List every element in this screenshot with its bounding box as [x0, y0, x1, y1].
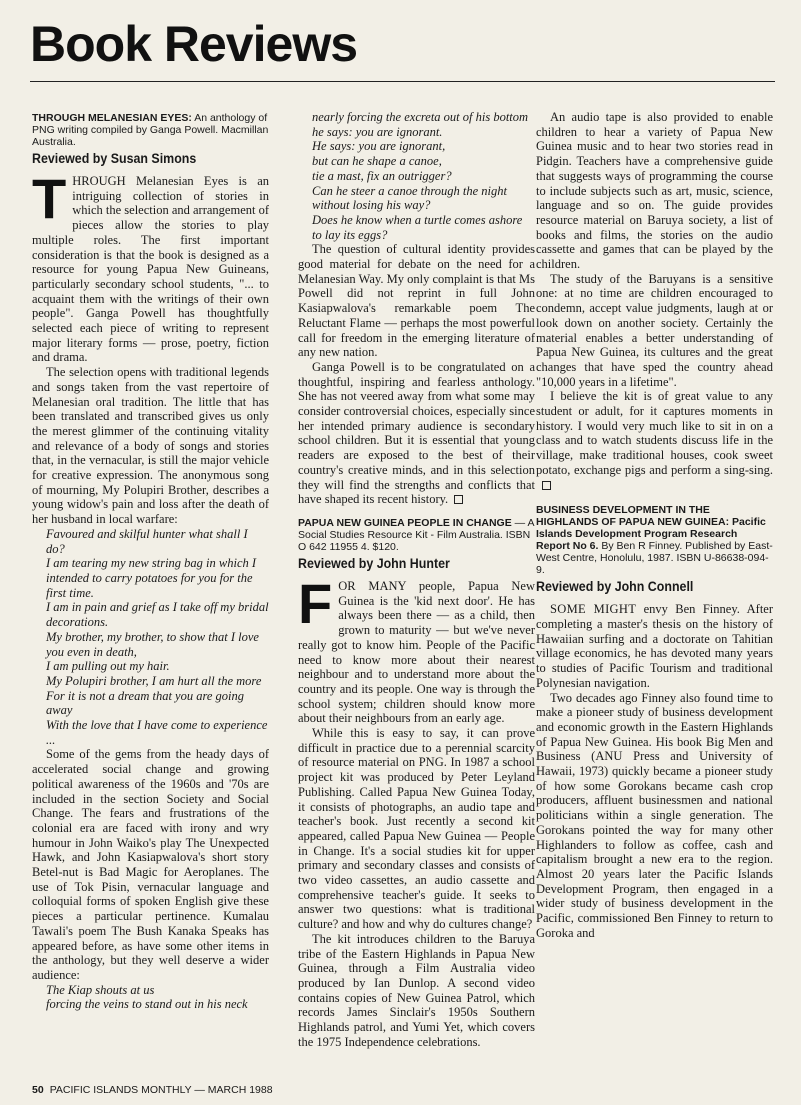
end-of-article-icon [542, 481, 551, 490]
verse-line: With the love that I have come to experience ... [46, 718, 268, 747]
review1-kicker [32, 112, 269, 148]
review1-verse-1 [32, 527, 269, 748]
column-1 [32, 112, 269, 1082]
review3-lead-in: SOME MIGHT [550, 602, 637, 617]
verse-line: He says: you are ignorant, [312, 139, 446, 154]
verse-line: but can he shape a canoe, [312, 154, 442, 169]
review1-paragraph-2: The selection opens with traditional legends and songs taken from the vast repertoire of Melanesian oral tradition. The little that has been translated and transcribed gives us only the merest glimmer of the continuing vitality and relevance of a body of songs and stories that, in the vernacular, is still the major vehicle for creative expression. The anonymous song of mourning, My Polupiri Brother, describes a young widow's pain and loss after the death of her husband in local warfare: [32, 365, 269, 527]
column-2 [298, 110, 535, 1105]
review1-paragraph-5-text: Ganga Powell is to be congratulated on a thoughtful, inspiring and fearless anthology. She has not veered away from what some may consider controversial choices, especially since her intended primary audience is secondary school children. But it is essential that young readers are exposed to the best of their country's creative minds, and in this selection they will find the strengths and conflicts that have shaped its recent history. [298, 359, 535, 507]
verse-line: Favoured and skilful hunter what shall I do? [46, 526, 248, 556]
review2-paragraph-2: While this is easy to say, it can prove difficult in practice due to a perennial scarcity of resource material on PNG. In 1987 a school project kit was produced by Peter Leyland Publishing. Called Papua New Guinea Today, it consists of photographs, an audio tape and teacher's book. Just recently a second kit appeared, called Papua New Guinea — People in Change. It's a social studies kit for upper primary and secondary classes and consists of two video cassettes, an audio cassette and comprehensive teacher's guide. It seeks to answer two questions: what is traditional culture? and how and why do cultures change? [298, 726, 535, 932]
end-of-article-icon [454, 495, 463, 504]
review2-kicker-details: — A Social Studies Resource Kit - Film Australia. ISBN O 642 11955 4. $120. [298, 516, 534, 553]
verse-line: forcing the veins to stand out in his neck [46, 997, 248, 1012]
title-rule [30, 81, 775, 82]
review3-paragraph-1-text: envy Ben Finney. After completing a master's thesis on the history of Hawaiian surfing and a doctorate on Tahitian village economics, he has devoted many years to studies of Pacific Tourism and traditional Polynesian navigation. [536, 602, 773, 690]
review3-byline: Reviewed by John Connell [536, 579, 694, 595]
verse-line: For it is not a dream that you are going away [46, 688, 245, 718]
verse-line: he says: you are ignorant. [312, 124, 443, 139]
publication-line: PACIFIC ISLANDS MONTHLY — MARCH 1988 [49, 1084, 273, 1096]
verse-line: My Polupiri brother, I am hurt all the more [46, 673, 262, 688]
review2-byline: Reviewed by John Hunter [298, 555, 450, 571]
review2-paragraph-1-text: OR MANY people, Papua New Guinea is the 'kid next door'. He has always been there — as a child, then grown to maturity — but we've never really got to know him. People of the Pacific need to know more about their nearest neighbour and to understand more about the country and its people. One way is through the school system; children should know more about their neighbours from an early age. [298, 578, 535, 726]
review2-paragraph-6-text: I believe the kit is of great value to any student or adult, for it captures moments in history. I would very much like to sit in on a class and to watch students discuss life in the village, make traditional houses, cook sweet potato, exchange pigs and perform a sing-sing. [536, 389, 773, 477]
review1-paragraph-3: Some of the gems from the heady days of accelerated social change and growing political awareness of the 1960s and '70s are included in the section Society and Social Change. The fears and frustrations of the colonial era are faced with irony and wry humour in John Waiko's play The Unexpected Hawk, and John Kasiapwalova's short story Betel-nut is Bad Magic for Aeroplanes. The use of Tok Pisin, vernacular language and colloquial forms of spoken English give these pieces a particular pertinence. Kumalau Tawali's poem The Bush Kanaka Speaks has appeared before, as have some other items in the anthology, but they well deserve a wider audience: [32, 747, 269, 982]
verse-line: tie a mast, fix an outrigger? [312, 168, 452, 183]
page-title: Book Reviews [30, 16, 358, 72]
review1-paragraph-1-text: HROUGH Melanesian Eyes is an intriguing collection of stories in which the selection and arrangement of pieces allow the stories to play multiple roles. The first important consideration is that the book is designed as a resource for young Papua New Guineans, particularly secondary school students, "... to acquaint them with the writings of their own people". Ganga Powell has thoughtfully selected each piece of writing to represent major literary forms — prose, poetry, fiction and drama. [32, 174, 269, 365]
review2-paragraph-5: The study of the Baruyans is a sensitive one: at no time are children encouraged to condemn, accept value judgments, laugh at or look down on another society. Certainly the material enables a better understanding of Papua New Guinea, its cultures and the great changes that have sped the country ahead "10,000 years in a lifetime". [536, 271, 773, 389]
review1-byline: Reviewed by Susan Simons [32, 151, 197, 166]
verse-line: I am pulling out my hair. [46, 659, 170, 674]
review1-paragraph-4: The question of cultural identity provides good material for debate on the need for a Melanesian Way. My only complaint is that Ms Powell did not reprint in full John Kasiapwalova's remarkable poem The Reluctant Flame — perhaps the most powerful call for freedom in the emerging literature of any new nation. [298, 242, 535, 360]
review3-kicker-title: BUSINESS DEVELOPMENT IN THE HIGHLANDS OF PAPUA NEW GUINEA: Pacific Islands Development Program Research Report No 6. [536, 504, 766, 553]
verse-line: I am in pain and grief as I take off my bridal decorations. [46, 600, 269, 630]
review1-kicker-details: An anthology of PNG writing compiled by Ganga Powell. Macmillan Australia. [32, 112, 269, 148]
verse-line: Does he know when a turtle comes ashore [312, 212, 523, 227]
review3-paragraph-2: Two decades ago Finney also found time to make a pioneer study of business development and economic growth in the Eastern Highlands of Papua New Guinea. His book Big Men and Business (ANU Press and University of Hawaii, 1973) quickly became a pioneer study of how some Gorokans became cash crop producers, affluent businessmen and national politicians within a single generation. The Gorokans pointed the way for many other Highlanders to follow as coffee, cash and capitalism brought a new era to the region. Almost 20 years later the Pacific Islands Development Program, then engaged in a wider study of business development in the Pacific, commissioned Ben Finney to return to Goroka and [536, 690, 773, 940]
review2-kicker-title: PAPUA NEW GUINEA PEOPLE IN CHANGE [298, 516, 512, 529]
page-footer [32, 1084, 273, 1096]
verse-line: The Kiap shouts at us [46, 982, 155, 997]
review1-paragraph-5 [298, 360, 535, 507]
review2-paragraph-6 [536, 389, 773, 492]
verse-line: nearly forcing the excreta out of his bottom [312, 110, 529, 124]
review1-drop-cap: T [32, 167, 67, 230]
review1-verse-2-start [32, 983, 269, 1012]
review2-paragraph-4: An audio tape is also provided to enable children to hear a variety of Papua New Guinea music and to hear two stories read in Pidgin. Teachers have a comprehensive guide that suggests ways of programming the course to include subjects such as art, music, science, language and so on. The guide provides resource material on Baruya society, a list of books and films, the stories on the audio cassette and games that can be played by the children. [536, 110, 773, 272]
column-3 [536, 110, 773, 1085]
review2-paragraph-1 [298, 571, 535, 726]
review1-kicker-title: THROUGH MELANESIAN EYES: [32, 112, 192, 124]
verse-line: to lay its eggs? [312, 227, 388, 242]
review1-verse-2-cont [298, 110, 535, 242]
review2-kicker [298, 517, 535, 553]
review3-kicker-details: By Ben R Finney. Published by East-West Centre, Honolulu, 1987. ISBN U-86638-094-9. [536, 540, 773, 577]
review3-kicker [536, 504, 773, 576]
review2-paragraph-3: The kit introduces children to the Baruya tribe of the Eastern Highlands in Papua New Guinea, through a Film Australia video produced by Ian Dunlop. A second video contains copies of New Guinea Patrol, which records James Sinclair's 1950s Southern Highlands patrol, and Yumi Yet, which covers the 1975 Independence celebrations. [298, 931, 535, 1049]
verse-line: Can he steer a canoe through the night without losing his way? [312, 183, 507, 213]
verse-line: My brother, my brother, to show that I love you even in death, [46, 629, 259, 659]
review2-drop-cap: F [298, 571, 333, 635]
review3-paragraph-1 [536, 602, 773, 690]
verse-line: I am tearing my new string bag in which I intended to carry potatoes for you for the first time. [46, 556, 257, 600]
review1-paragraph-1 [32, 167, 269, 365]
page-number: 50 [32, 1084, 44, 1096]
